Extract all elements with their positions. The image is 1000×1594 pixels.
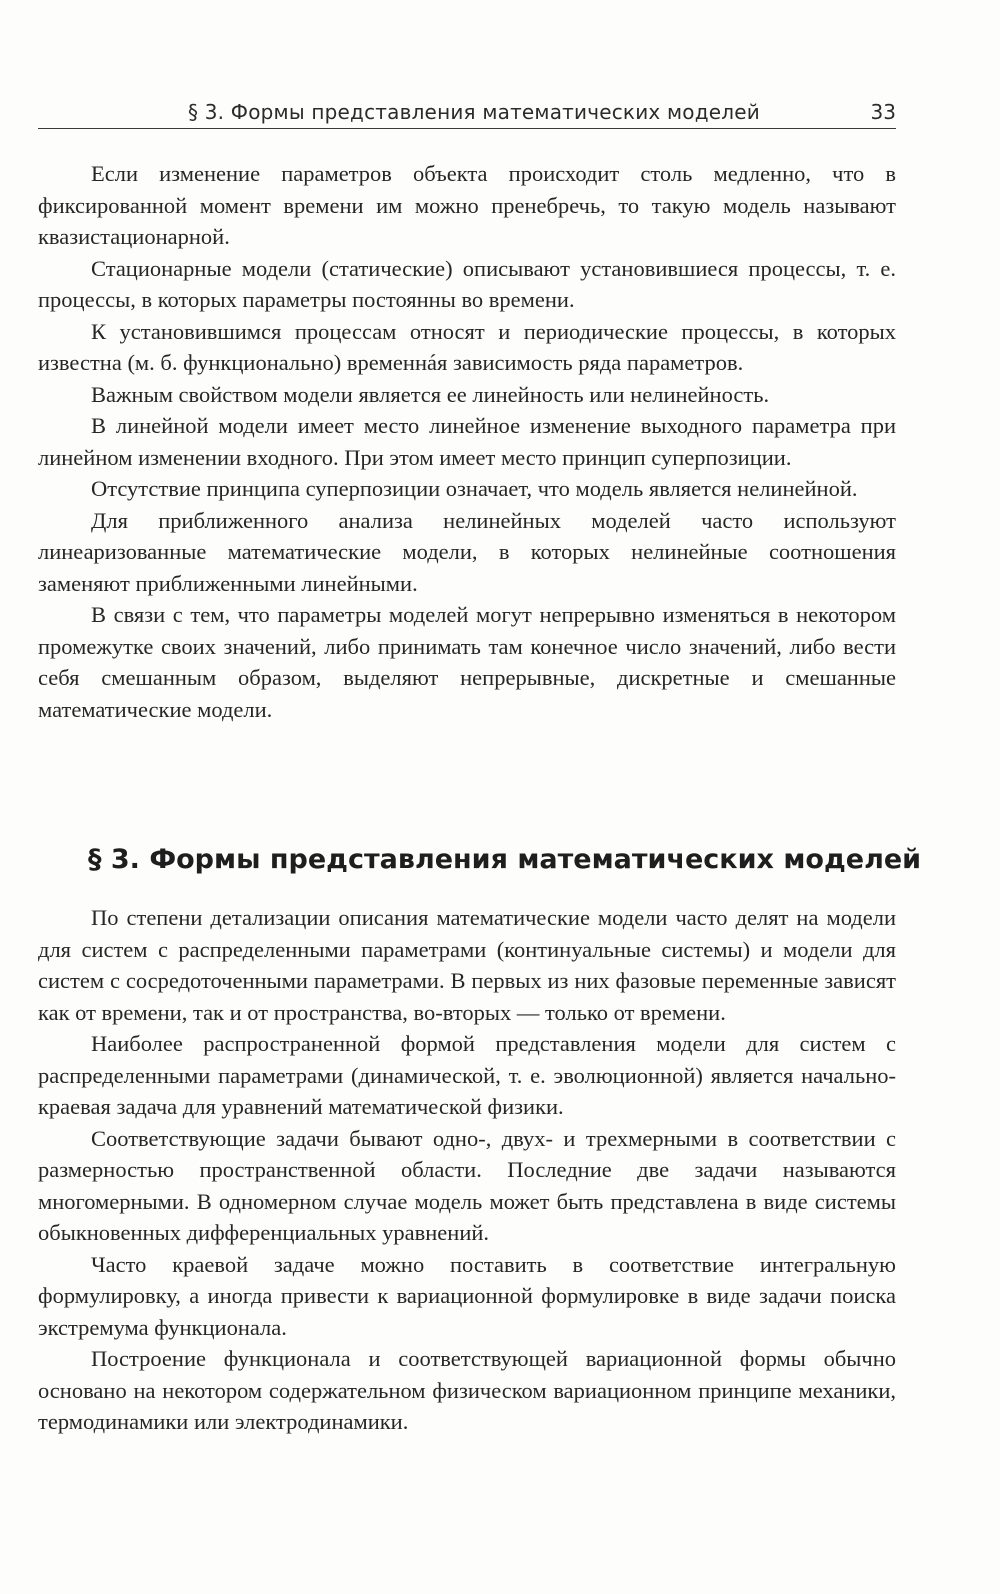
- paragraph: Построение функционала и соответствующей вариационной формы обычно основано на некотором содержательном физическом вариационном принципе механики, термодинамики или электродинамики.: [38, 1346, 896, 1434]
- paragraph: Стационарные модели (статические) описывают установившиеся процессы, т. е. процессы, в которых параметры постоянны во времени.: [38, 255, 896, 312]
- page-number: 33: [870, 100, 896, 124]
- paragraph: В линейной модели имеет место линейное изменение выходного параметра при линейном изменении входного. При этом имеет место принцип суперпозиции.: [38, 413, 896, 470]
- paragraph: Для приближенного анализа нелинейных моделей часто используют линеаризованные математические модели, в которых нелинейные соотношения заменяют приближенными линейными.: [38, 507, 896, 596]
- paragraph: Важным свойством модели является ее линейность или нелинейность.: [91, 381, 770, 407]
- paragraph: К установившимся процессам относят и периодические процессы, в которых известна (м. б. функционально) временнáя зависимость ряда параметров.: [38, 318, 896, 375]
- running-header: [38, 100, 896, 129]
- section-heading: § 3. Формы представления математических моделей: [88, 844, 922, 875]
- paragraph: Часто краевой задаче можно поставить в соответствие интегральную формулировку, а иногда привести к вариационной формулировке в виде задачи поиска экстремума функционала.: [38, 1251, 896, 1340]
- body-text-bottom: [38, 902, 896, 1438]
- running-title: § 3. Формы представления математических моделей: [188, 100, 760, 124]
- paragraph: Если изменение параметров объекта происходит столь медленно, что в фиксированной момент времени им можно пренебречь, то такую модель называют квазистационарной.: [38, 161, 896, 249]
- paragraph: Соответствующие задачи бывают одно-, двух- и трехмерными в соответствии с размерностью пространственной области. Последние две задачи называются многомерными. В одномерном случае модель может быть представлена в виде системы обыкновенных дифференциальных уравнений.: [38, 1125, 896, 1245]
- paragraph: Наиболее распространенной формой представления модели для систем с распределенными параметрами (динамической, т. е. эволюционной) является начально-краевая задача для уравнений математической физики.: [38, 1031, 896, 1119]
- paragraph: В связи с тем, что параметры моделей могут непрерывно изменяться в некотором промежутке своих значений, либо принимать там конечное число значений, либо вести себя смешанным образом, выделяют непрерывные, дискретные и смешанные математические модели.: [38, 602, 896, 722]
- paragraph: По степени детализации описания математические модели часто делят на модели для систем с распределенными параметрами (континуальные системы) и модели для систем с сосредоточенными параметрами. В первых из них фазовые переменные зависят как от времени, так и от пространства, во-вторых — только от времени.: [38, 905, 896, 1025]
- body-text-top: [38, 158, 896, 725]
- paragraph: Отсутствие принципа суперпозиции означает, что модель является нелинейной.: [91, 476, 858, 501]
